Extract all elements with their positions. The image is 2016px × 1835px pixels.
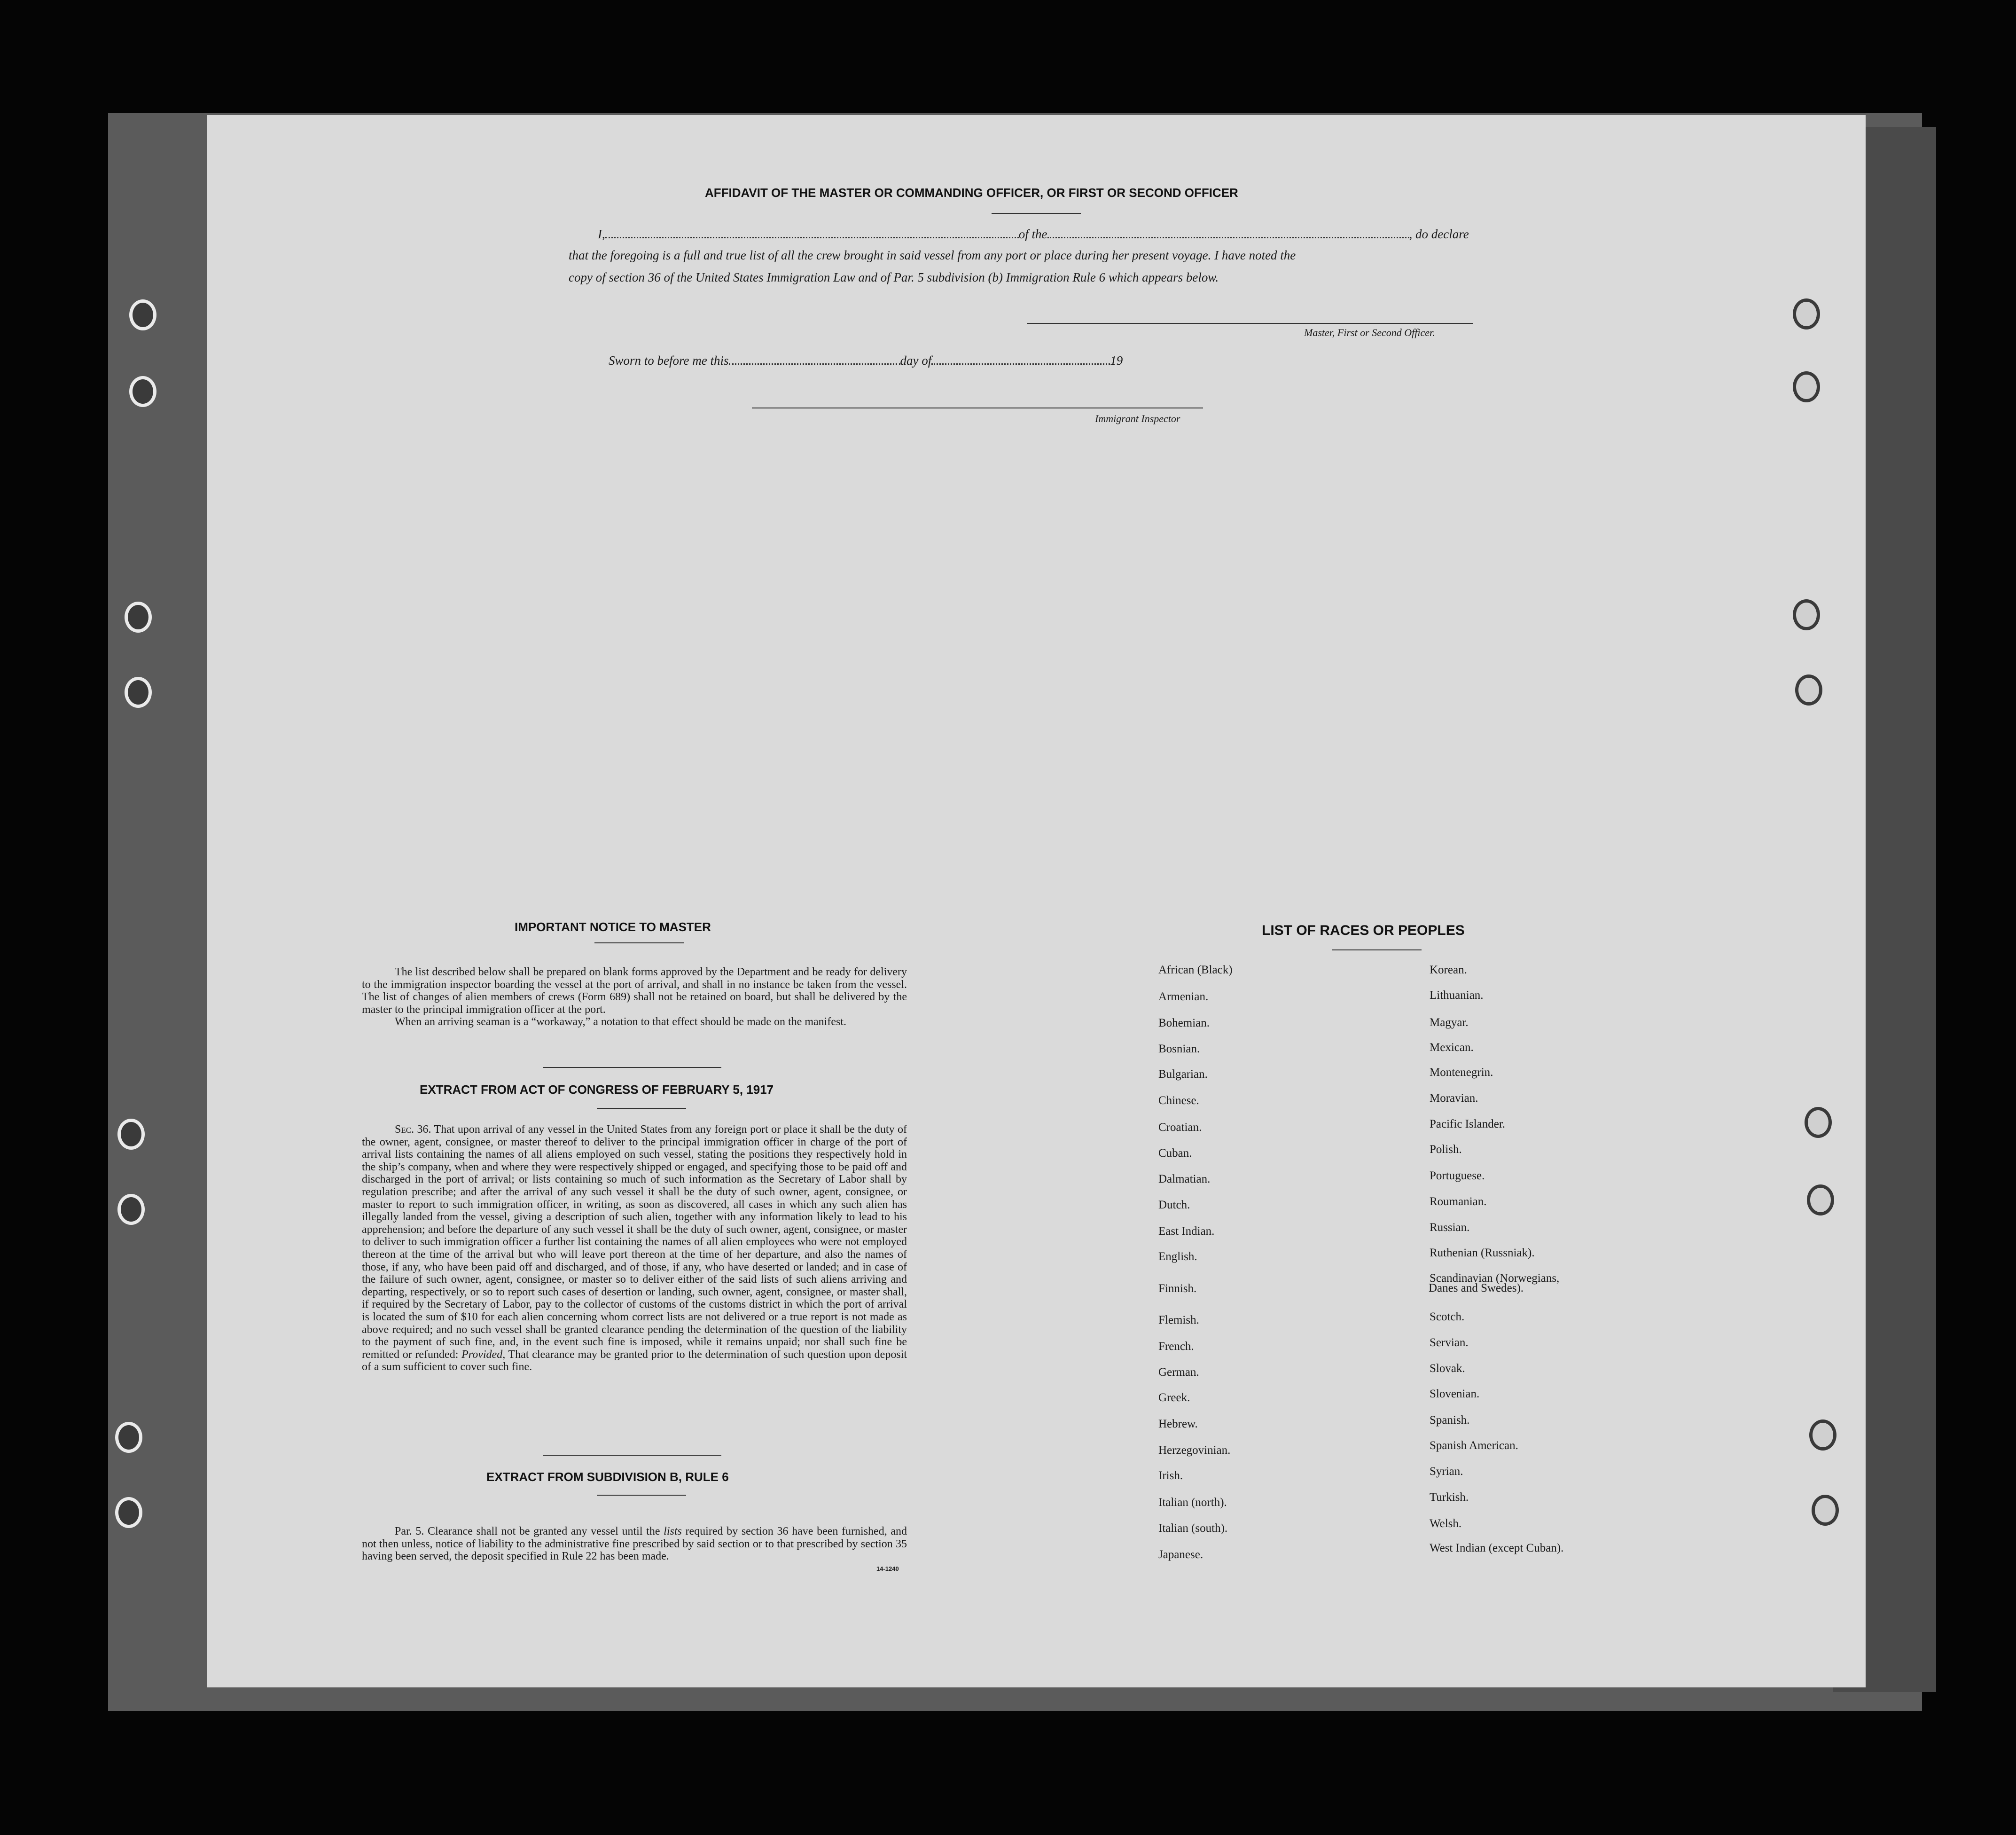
race-item-right: Russian. — [1430, 1221, 1470, 1234]
sworn-day-of-label: day of — [900, 353, 932, 368]
race-item-left: Italian (south). — [1158, 1522, 1228, 1535]
race-item-right: Scotch. — [1430, 1310, 1465, 1323]
binder-hole-right-1 — [1793, 298, 1820, 329]
race-item-left: Dalmatian. — [1158, 1173, 1211, 1185]
binder-hole-left-5 — [117, 1119, 145, 1150]
act-extract-text — [362, 1123, 907, 1373]
race-item-left: Flemish. — [1158, 1314, 1199, 1326]
affidavit-title-rule — [992, 213, 1081, 214]
binder-hole-left-2 — [129, 376, 156, 407]
race-item-left: Japanese. — [1158, 1548, 1203, 1561]
sec-body: That upon arrival of any vessel in the United States from any foreign port or place it shall be the duty of the owner, agent, consignee, or master thereof to deliver to the principal immigration officer in charge of the port of arrival lists containing the names of all aliens employed on such vessel, stating the positions they respectively hold in the ship’s company, when and where they were respectively shipped or engaged, and specifying those to be paid off and discharged in the port of arrival; or lists containing so much of such information as the Secretary of Labor shall by regulation prescribe; and after the arrival of any such vessel it shall be the duty of such owner, agent, consignee, or master to report to such immigration officer, in writing, as soon as discovered, all cases in which any such alien has illegally landed from the vessel, giving a description of such alien, together with any information likely to lead to his apprehension; and before the departure of any such vessel it shall be the duty of such owner, agent, consignee, or master to deliver to such immigration officer a further list containing the names of all alien employees who were not employed thereon at the time of the arrival but who will leave port thereon at the time of her departure, and also the names of those, if any, who have been paid off and discharged, and of those, if any, who have deserted or landed; and in case of the failure of such owner, agent, consignee, or master so to deliver either of the said lists of such aliens arriving and departing, respectively, or so to report such cases of desertion or landing, such owner, agent, consignee, or master shall, if required by the Secretary of Labor, pay to the collector of customs of the customs district in which the port of arrival is located the sum of $10 for each alien concerning whom correct lists are not delivered or a true report is not made as above required; and no such vessel shall be granted clearance pending the determination of the question of the liability to the payment of such fine, and, in the event such fine is imposed, while it remains unpaid; nor shall such fine be remitted or refunded: — [362, 1123, 907, 1361]
rule-text-b: required by section 36 have been furnished, and not then unless, notice of liability to the administrative fine prescribed by said section or to that prescribed by section 35 having been served, the deposit specified in Rule 22 has been made. — [362, 1525, 907, 1563]
name-blank[interactable] — [605, 237, 1019, 238]
race-item-right: West Indian (except Cuban). — [1430, 1542, 1564, 1554]
binder-hole-right-5 — [1805, 1107, 1832, 1138]
race-item-left: Hebrew. — [1158, 1418, 1198, 1430]
race-scandinavian-line-2: Danes and Swedes). — [1429, 1282, 1524, 1294]
race-item-left: Irish. — [1158, 1469, 1183, 1482]
race-item-left: Greek. — [1158, 1391, 1190, 1404]
notice-title: IMPORTANT NOTICE TO MASTER — [515, 920, 711, 934]
race-item-left: Herzegovinian. — [1158, 1444, 1231, 1457]
race-item-left: Croatian. — [1158, 1121, 1202, 1134]
affidavit-line-3: copy of section 36 of the United States Immigration Law and of Par. 5 subdivision (b) Immigration Rule 6 which appears below. — [569, 270, 1219, 284]
section-divider-1 — [543, 1067, 721, 1068]
binder-hole-left-1 — [129, 299, 156, 330]
binder-hole-left-3 — [125, 602, 152, 633]
race-item-right: Moravian. — [1430, 1092, 1478, 1105]
race-item-right: Turkish. — [1430, 1491, 1469, 1504]
affidavit-of-the-label: of the — [1018, 227, 1047, 241]
affidavit-line-2: that the foregoing is a full and true list of all the crew brought in said vessel from any port or place during her present voyage. I have noted the — [569, 248, 1296, 262]
sec-body-end: That clearance may be granted prior to the determination of such question upon deposit of a sum sufficient to cover such fine. — [362, 1348, 907, 1373]
race-item-right: Slovenian. — [1430, 1388, 1480, 1400]
race-item-left: Finnish. — [1158, 1282, 1197, 1295]
affidavit-title: AFFIDAVIT OF THE MASTER OR COMMANDING OFFICER, OR FIRST OR SECOND OFFICER — [705, 186, 1238, 200]
race-item-right: Spanish. — [1430, 1414, 1470, 1427]
race-item-left: Bosnian. — [1158, 1043, 1200, 1055]
act-title-rule — [597, 1108, 686, 1109]
form-number: 14-1240 — [876, 1565, 899, 1572]
race-item-right: Montenegrin. — [1430, 1066, 1493, 1079]
race-item-right: Syrian. — [1430, 1465, 1463, 1478]
race-item-left: English. — [1158, 1250, 1197, 1263]
race-item-right: Ruthenian (Russniak). — [1430, 1247, 1535, 1259]
rule-lists-word: lists — [664, 1525, 682, 1537]
race-item-left: Cuban. — [1158, 1147, 1192, 1160]
race-item-right: Korean. — [1430, 964, 1467, 976]
race-item-right: Lithuanian. — [1430, 989, 1484, 1002]
vessel-blank[interactable] — [1047, 237, 1409, 238]
sec-label: Sec. 36. — [395, 1123, 431, 1136]
binder-hole-right-8 — [1812, 1495, 1839, 1526]
sworn-year-label: 19 — [1110, 353, 1123, 368]
affidavit-declare-label: , do declare — [1409, 227, 1469, 241]
sworn-month-blank[interactable] — [931, 363, 1110, 365]
race-item-left: Bohemian. — [1158, 1017, 1210, 1029]
binder-hole-right-7 — [1809, 1419, 1836, 1451]
act-extract-title: EXTRACT FROM ACT OF CONGRESS OF FEBRUARY 5, 1917 — [420, 1082, 774, 1097]
binder-hole-right-6 — [1807, 1184, 1834, 1215]
rule-extract-text — [362, 1525, 907, 1563]
document-page — [207, 115, 1866, 1687]
race-item-right: Scandinavian (Norwegians, — [1430, 1272, 1560, 1285]
race-item-right: Polish. — [1430, 1143, 1462, 1156]
signature-line — [1027, 323, 1473, 324]
race-item-right: Portuguese. — [1430, 1169, 1485, 1182]
binder-hole-left-4 — [125, 677, 152, 708]
race-item-right: Servian. — [1430, 1336, 1469, 1349]
race-item-right: Slovak. — [1430, 1362, 1465, 1375]
rule-extract-title: EXTRACT FROM SUBDIVISION B, RULE 6 — [486, 1470, 729, 1484]
race-item-right: Magyar. — [1430, 1016, 1469, 1029]
sworn-prefix: Sworn to before me this — [609, 353, 729, 368]
races-title-rule — [1332, 949, 1422, 950]
race-item-right: Mexican. — [1430, 1041, 1474, 1054]
sworn-day-blank[interactable] — [729, 363, 900, 365]
binder-hole-left-6 — [117, 1194, 145, 1225]
races-title: LIST OF RACES OR PEOPLES — [1262, 923, 1465, 938]
binder-hole-right-2 — [1793, 371, 1820, 402]
affidavit-i-label: I, — [598, 227, 605, 241]
notice-title-rule — [594, 942, 684, 943]
race-item-left: Chinese. — [1158, 1094, 1199, 1107]
race-item-left: East Indian. — [1158, 1225, 1215, 1238]
race-item-left: African (Black) — [1158, 964, 1233, 976]
race-item-right: Roumanian. — [1430, 1195, 1487, 1208]
notice-text — [362, 966, 907, 1028]
race-item-right: Pacific Islander. — [1430, 1118, 1506, 1130]
race-item-right: Spanish American. — [1430, 1439, 1518, 1452]
rule-title-rule — [597, 1495, 686, 1496]
race-item-left: Bulgarian. — [1158, 1068, 1208, 1081]
rule-text-a: Par. 5. Clearance shall not be granted any vessel until the — [395, 1525, 660, 1537]
race-item-right: Welsh. — [1430, 1517, 1462, 1530]
race-item-left: Dutch. — [1158, 1199, 1190, 1211]
sworn-line — [609, 353, 1123, 368]
provided-label: Provided, — [461, 1348, 506, 1361]
race-item-left: French. — [1158, 1340, 1194, 1353]
notice-paragraph-1: The list described below shall be prepared on blank forms approved by the Department and be ready for delivery to the immigration inspector boarding the vessel at the port of arrival, and shall in no instance be taken from the vessel. The list of changes of alien members of crews (Form 689) shall not be retained on board, but shall be delivered by the master to the principal immigration officer at the port. — [362, 966, 907, 1016]
binder-hole-left-8 — [115, 1497, 142, 1528]
section-divider-2 — [543, 1455, 721, 1456]
act-section-36 — [362, 1123, 907, 1373]
race-item-left: Italian (north). — [1158, 1496, 1227, 1509]
signature-label: Master, First or Second Officer. — [1304, 327, 1435, 338]
binder-hole-left-7 — [115, 1422, 142, 1453]
rule-paragraph — [362, 1525, 907, 1563]
race-item-left: Armenian. — [1158, 990, 1209, 1003]
binder-hole-right-3 — [1793, 599, 1820, 630]
binder-hole-right-4 — [1795, 674, 1822, 706]
notice-paragraph-2: When an arriving seaman is a “workaway,” a notation to that effect should be made on the manifest. — [395, 1016, 846, 1028]
affidavit-line-1 — [598, 227, 1469, 242]
race-item-left: German. — [1158, 1366, 1199, 1379]
inspector-label: Immigrant Inspector — [1095, 413, 1180, 424]
